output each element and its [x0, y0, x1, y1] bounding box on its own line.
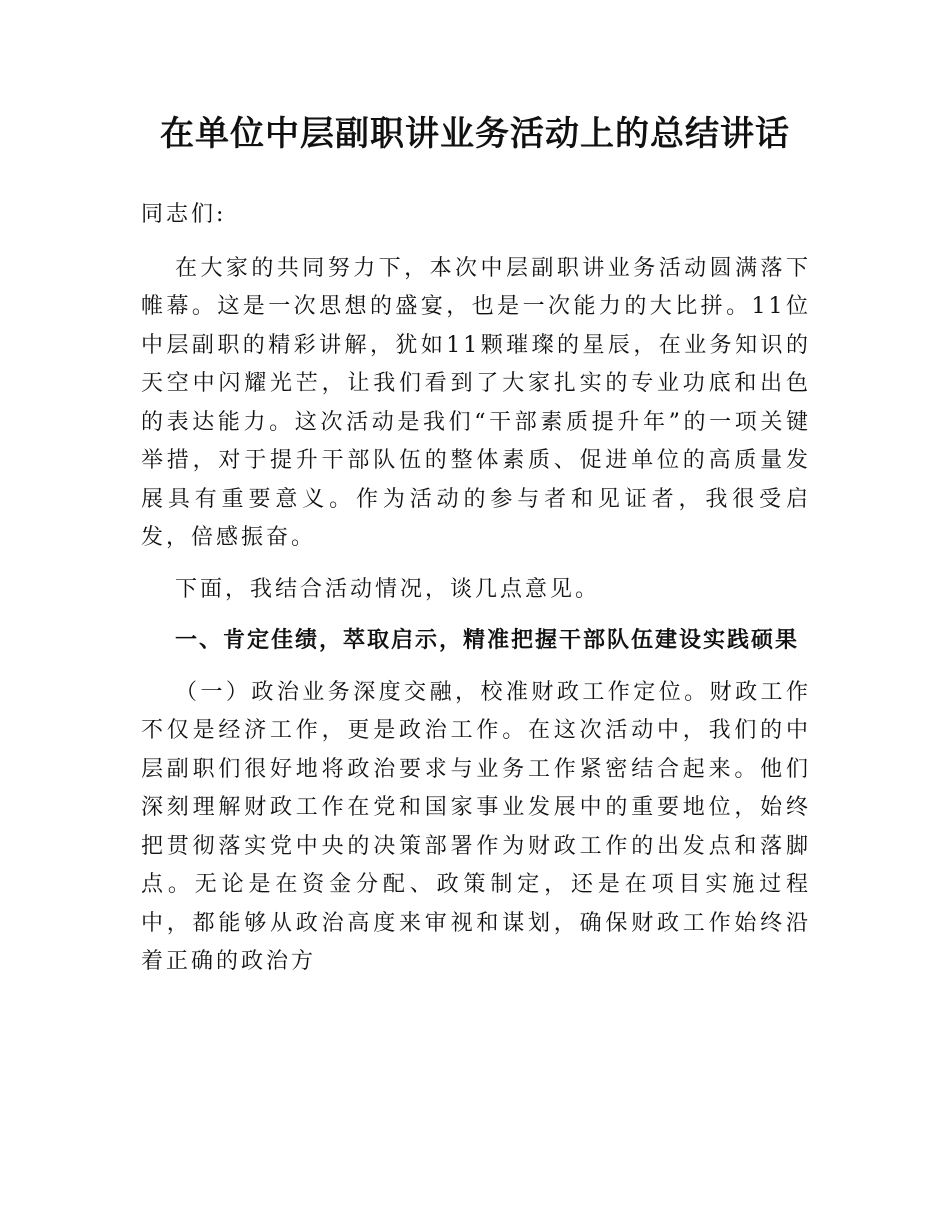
salutation: 同志们:	[141, 202, 227, 227]
document-body	[141, 196, 811, 982]
document-title: 在单位中层副职讲业务活动上的总结讲话	[160, 114, 790, 154]
paragraph-transition: 下面，我结合活动情况，谈几点意见。	[175, 576, 601, 602]
section-heading-1: 一、肯定佳绩，萃取启示，精准把握干部队伍建设实践硕果	[175, 628, 800, 653]
paragraph-intro: 在大家的共同努力下，本次中层副职讲业务活动圆满落下帷幕。这是一次思想的盛宴，也是一次能力的大比拼。11位中层副职的精彩讲解，犹如11颗璀璨的星辰，在业务知识的天空中闪耀光芒，让我们看到了大家扎实的专业功底和出色的表达能力。这次活动是我们“干部素质提升年”的一项关键举措，对于提升干部队伍的整体素质、促进单位的高质量发展具有重要意义。作为活动的参与者和见证者，我很受启发，倍感振奋。	[141, 255, 811, 550]
paragraph-section1-item1: （一）政治业务深度交融，校准财政工作定位。财政工作不仅是经济工作，更是政治工作。在这次活动中，我们的中层副职们很好地将政治要求与业务工作紧密结合起来。他们深刻理解财政工作在党和国家事业发展中的重要地位，始终把贯彻落实党中央的决策部署作为财政工作的出发点和落脚点。无论是在资金分配、政策制定，还是在项目实施过程中，都能够从政治高度来审视和谋划，确保财政工作始终沿着正确的政治方	[141, 679, 811, 974]
